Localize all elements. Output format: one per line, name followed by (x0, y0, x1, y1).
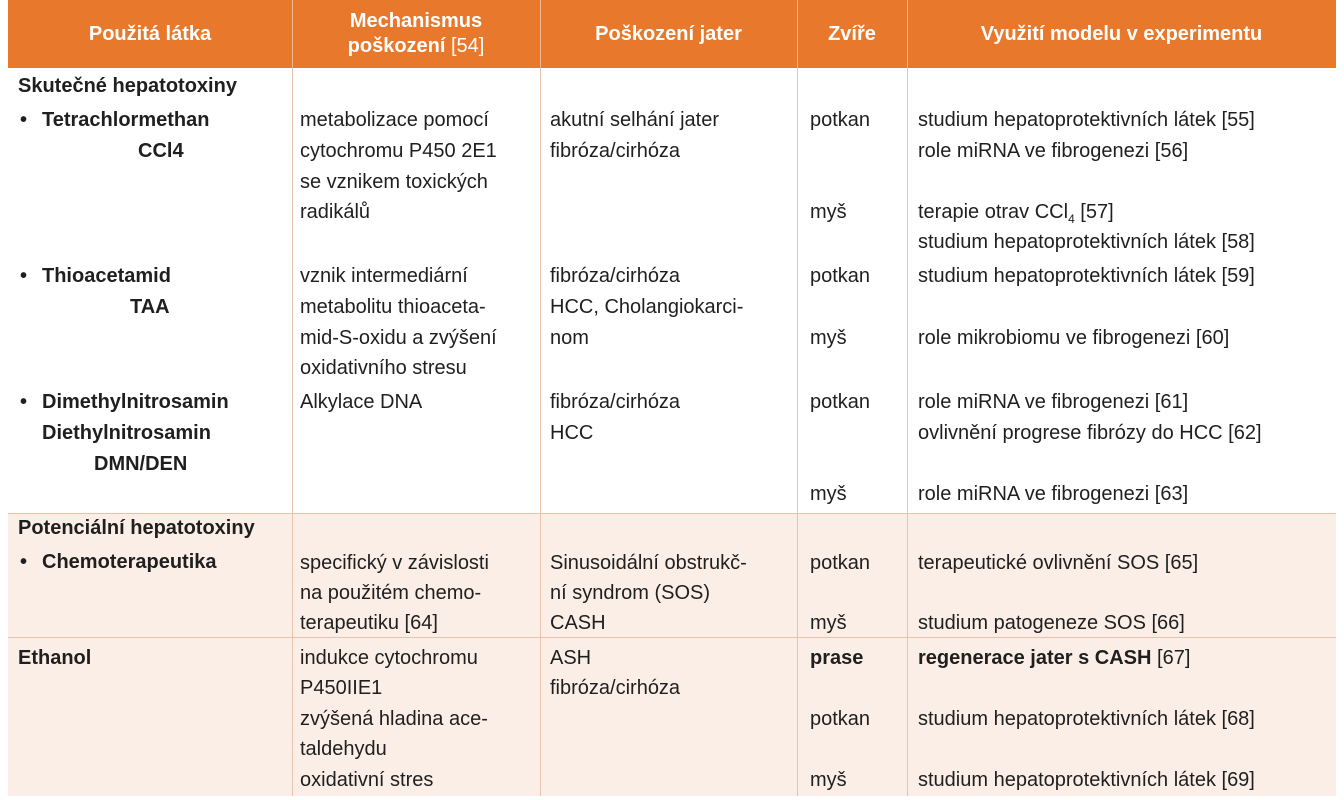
model-use-text: terapie otrav CCl (918, 201, 1069, 223)
mechanism-line: indukce cytochromu (300, 647, 478, 669)
header-liver-damage: Poškození jater (595, 22, 742, 45)
mechanism-line: oxidativní stres (300, 769, 434, 791)
damage-line: HCC, Cholangiokarci- (550, 296, 744, 318)
mechanism-line: na použitém chemo- (300, 582, 482, 604)
section-title-potential: Potenciální hepatotoxiny (18, 517, 255, 539)
mechanism-line: taldehydu (300, 738, 387, 760)
mechanism-line: P450IIE1 (300, 677, 383, 699)
damage-line: fibróza/cirhóza (550, 391, 681, 413)
hepatotoxin-table (8, 0, 1336, 796)
damage-line: CASH (550, 612, 606, 634)
header-substance: Použitá látka (88, 22, 212, 45)
model-use-line: role miRNA ve fibrogenezi [61] (918, 391, 1189, 413)
section-ethanol (8, 638, 1336, 796)
model-use-line: studium hepatoprotektivních látek [68] (918, 708, 1255, 730)
header-mechanism-line1: Mechanismus (349, 10, 483, 32)
model-use-line: studium hepatoprotektivních látek [58] (918, 231, 1255, 253)
model-use-line (918, 197, 1114, 227)
animal-label: potkan (810, 391, 871, 413)
animal-label: myš (810, 612, 847, 634)
model-use-line: role mikrobiomu ve fibrogenezi [60] (918, 327, 1230, 349)
header-mechanism-word: poškození (347, 35, 446, 57)
model-use-line: studium hepatoprotektivních látek [59] (918, 265, 1255, 287)
subscript-4: 4 (1068, 212, 1075, 226)
header-mechanism-ref: [54] (451, 35, 485, 57)
substance-abbrev-ccl4: CCl4 (138, 140, 184, 162)
model-use-line: role miRNA ve fibrogenezi [56] (918, 140, 1189, 162)
table-header (8, 0, 1336, 68)
damage-line: ASH (550, 647, 592, 669)
bullet-icon: • (20, 551, 28, 573)
substance-abbrev-dmn-den: DMN/DEN (94, 453, 188, 475)
section-true-hepatotoxins (8, 68, 1336, 513)
substance-thioacetamid: Thioacetamid (42, 265, 171, 287)
mechanism-line: metabolizace pomocí (300, 109, 489, 131)
damage-line: nom (550, 327, 589, 349)
header-mechanism (292, 0, 540, 68)
damage-line: fibróza/cirhóza (550, 140, 681, 162)
animal-label: potkan (810, 708, 871, 730)
mechanism-line: zvýšená hladina ace- (300, 708, 488, 730)
damage-line: Sinusoidální obstrukč- (550, 552, 747, 574)
animal-label: prase (810, 647, 864, 669)
substance-chemoterapeutika: Chemoterapeutika (42, 551, 217, 573)
substance-tetrachlormethan: Tetrachlormethan (42, 109, 210, 131)
animal-label: myš (810, 769, 847, 791)
mechanism-line: mid-S-oxidu a zvýšení (300, 327, 497, 349)
mechanism-line: vznik intermediární (300, 265, 468, 287)
animal-label: potkan (810, 109, 871, 131)
header-animal: Zvíře (828, 22, 876, 45)
bullet-icon: • (20, 391, 28, 413)
section-title-true: Skutečné hepatotoxiny (18, 75, 237, 97)
model-use-line: studium patogeneze SOS [66] (918, 612, 1185, 634)
model-use-line: studium hepatoprotektivních látek [55] (918, 109, 1255, 131)
header-mechanism-line2 (348, 34, 485, 59)
mechanism-line: metabolitu thioaceta- (300, 296, 486, 318)
animal-label: myš (810, 327, 847, 349)
mechanism-line: specifický v závislosti (300, 552, 489, 574)
model-use-ref: [57] (1074, 201, 1114, 223)
substance-ethanol: Ethanol (18, 647, 92, 669)
damage-line: ní syndrom (SOS) (550, 582, 711, 604)
model-use-line (918, 643, 1190, 673)
substance-diethylnitrosamin: Diethylnitrosamin (42, 422, 211, 444)
animal-label: potkan (810, 265, 871, 287)
animal-label: potkan (810, 552, 871, 574)
model-use-line: terapeutické ovlivnění SOS [65] (918, 552, 1199, 574)
model-use-text-bold: regenerace jater s CASH (918, 647, 1152, 669)
damage-line: akutní selhání jater (550, 109, 719, 131)
model-use-line: role miRNA ve fibrogenezi [63] (918, 483, 1189, 505)
model-use-ref: [67] (1151, 647, 1191, 669)
model-use-line: ovlivnění progrese fibrózy do HCC [62] (918, 422, 1262, 444)
mechanism-line: cytochromu P450 2E1 (300, 140, 497, 162)
bullet-icon: • (20, 265, 28, 287)
mechanism-line: radikálů (300, 201, 371, 223)
animal-label: myš (810, 201, 847, 223)
model-use-line: studium hepatoprotektivních látek [69] (918, 769, 1255, 791)
damage-line: fibróza/cirhóza (550, 677, 681, 699)
damage-line: HCC (550, 422, 594, 444)
section-potential-hepatotoxins (8, 514, 1336, 637)
substance-dimethylnitrosamin: Dimethylnitrosamin (42, 391, 229, 413)
bullet-icon: • (20, 109, 28, 131)
animal-label: myš (810, 483, 847, 505)
mechanism-line: terapeutiku [64] (300, 612, 438, 634)
header-model-use: Využití modelu v experimentu (980, 22, 1263, 45)
damage-line: fibróza/cirhóza (550, 265, 681, 287)
mechanism-line: se vznikem toxických (300, 171, 488, 193)
substance-abbrev-taa: TAA (130, 296, 170, 318)
mechanism-line: oxidativního stresu (300, 357, 467, 379)
mechanism-line: Alkylace DNA (300, 391, 423, 413)
